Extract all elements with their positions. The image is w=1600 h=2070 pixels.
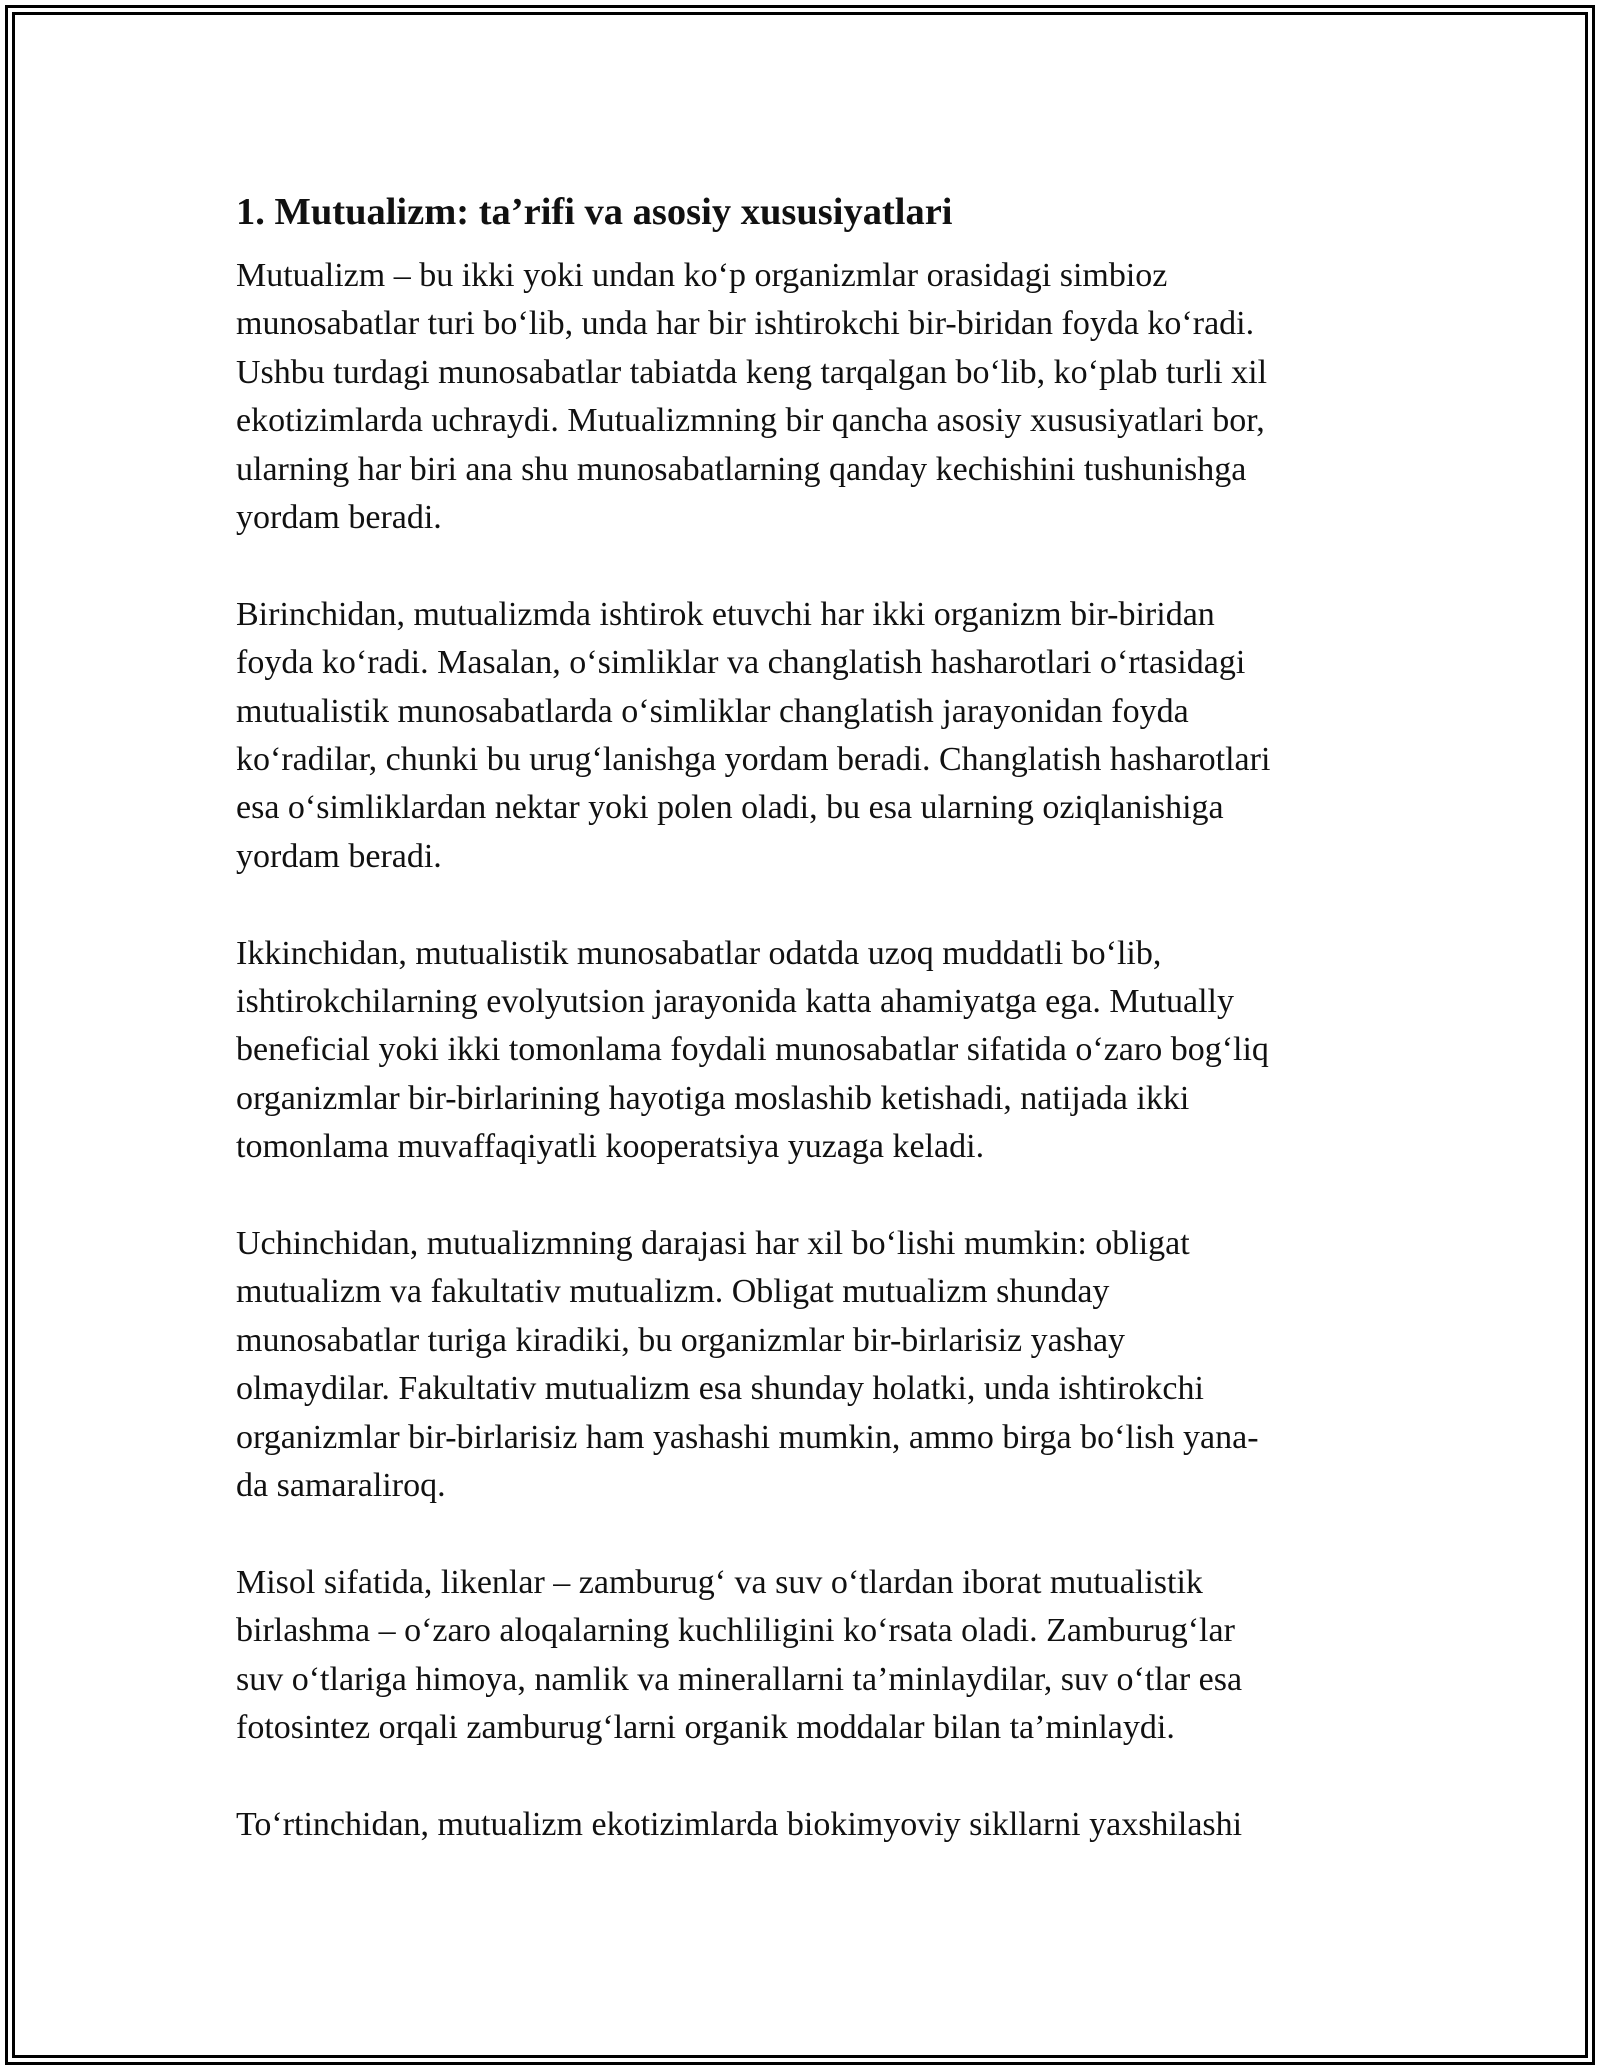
text-line: organizmlar bir-birlarisiz ham yashashi mumkin, ammo birga boʻlish yana- [236,1418,1259,1456]
text-line: Toʻrtinchidan, mutualizm ekotizimlarda biokimyoviy sikllarni yaxshilashi [236,1805,1243,1843]
text-line: suv oʻtlariga himoya, namlik va minerallarni ta’minlaydilar, suv oʻtlar esa [236,1660,1243,1698]
paragraph-first-point [236,591,1364,881]
paragraph-third-point [236,1220,1364,1510]
text-line: Ushbu turdagi munosabatlar tabiatda keng tarqalgan boʻlib, koʻplab turli xil [236,353,1268,391]
text-line: fotosintez orqali zamburugʻlarni organik moddalar bilan ta’minlaydi. [236,1709,1175,1747]
text-line: koʻradilar, chunki bu urugʻlanishga yordam beradi. Changlatish hasharotlari [236,741,1271,779]
text-line: mutualizm va fakultativ mutualizm. Obligat mutualizm shunday [236,1273,1110,1311]
text-line: birlashma – oʻzaro aloqalarning kuchliligini koʻrsata oladi. Zamburugʻlar [236,1612,1235,1650]
text-line: yordam beradi. [236,837,442,875]
text-line: olmaydilar. Fakultativ mutualizm esa shunday holatki, unda ishtirokchi [236,1370,1204,1408]
text-line: yordam beradi. [236,499,442,537]
text-line: Misol sifatida, likenlar – zamburugʻ va suv oʻtlardan iborat mutualistik [236,1563,1203,1601]
text-line: ularning har biri ana shu munosabatlarning qanday kechishini tushunishga [236,450,1247,488]
text-line: Ikkinchidan, mutualistik munosabatlar odatda uzoq muddatli boʻlib, [236,934,1162,972]
paragraph-second-point [236,930,1364,1172]
paragraph-lichen-example [236,1559,1364,1753]
text-line: beneficial yoki ikki tomonlama foydali munosabatlar sifatida oʻzaro bogʻliq [236,1031,1269,1069]
text-line: Uchinchidan, mutualizmning darajasi har xil boʻlishi mumkin: obligat [236,1225,1190,1263]
section-heading: 1. Mutualizm: ta’rifi va asosiy xususiyatlari [236,191,953,233]
text-line: foyda koʻradi. Masalan, oʻsimliklar va changlatish hasharotlari oʻrtasidagi [236,644,1246,682]
paragraph-fourth-point [236,1801,1364,1849]
text-line: munosabatlar turiga kiradiki, bu organizmlar bir-birlarisiz yashay [236,1321,1126,1359]
text-line: mutualistik munosabatlarda oʻsimliklar changlatish jarayonidan foyda [236,692,1189,730]
text-line: Birinchidan, mutualizmda ishtirok etuvchi har ikki organizm bir-biridan [236,595,1215,633]
text-line: munosabatlar turi boʻlib, unda har bir ishtirokchi bir-biridan foyda koʻradi. [236,305,1255,343]
text-line: ishtirokchilarning evolyutsion jarayonida katta ahamiyatga ega. Mutually [236,983,1235,1021]
text-line: tomonlama muvaffaqiyatli kooperatsiya yuzaga keladi. [236,1128,985,1166]
document-body [236,186,1364,1849]
paragraph-definition [236,252,1364,542]
text-line: esa oʻsimliklardan nektar yoki polen oladi, bu esa ularning oziqlanishiga [236,789,1224,827]
text-line: organizmlar bir-birlarining hayotiga moslashib ketishadi, natijada ikki [236,1079,1190,1117]
text-line: da samaraliroq. [236,1467,446,1505]
text-line: Mutualizm – bu ikki yoki undan koʻp organizmlar orasidagi simbioz [236,257,1168,294]
text-line: ekotizimlarda uchraydi. Mutualizmning bir qancha asosiy xususiyatlari bor, [236,402,1265,440]
